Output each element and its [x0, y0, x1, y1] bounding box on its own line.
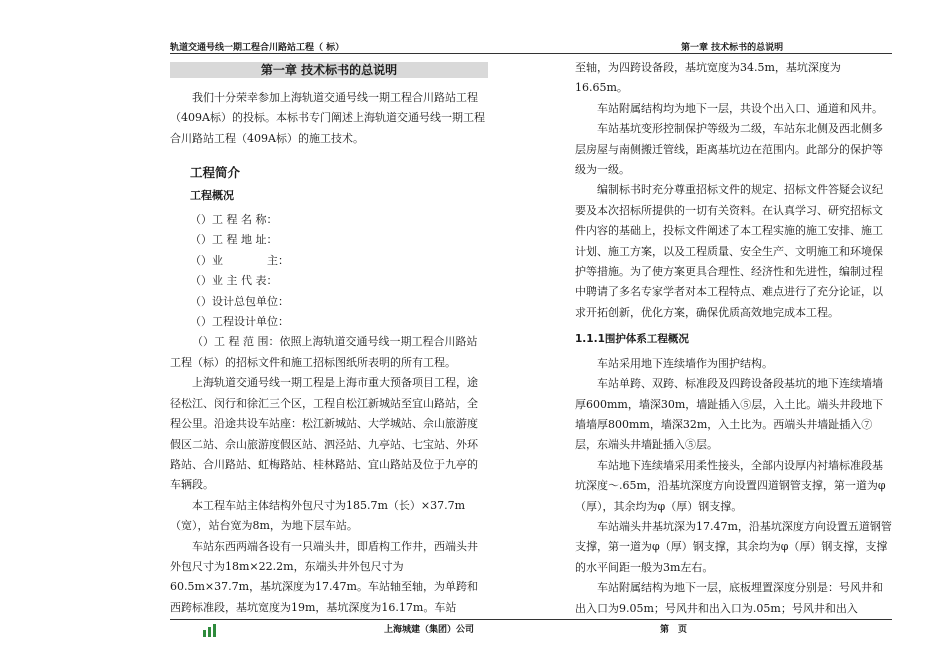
protection-level-paragraph: 车站基坑变形控制保护等级为二级，车站东北侧及西北侧多层房屋与南侧搬迁管线，距离基坑边在范围内。此部分的保护等级为一级。	[575, 122, 883, 177]
section-heading: 1.1.1围护体系工程概况	[575, 333, 689, 346]
item-owner: （）业 主：	[190, 253, 289, 267]
auxiliary-depth-paragraph: 车站附属结构为地下一层，底板埋置深度分别是：号风井和出入口为9.05m；号风井和出入口为.05m；号风井和出入	[575, 581, 883, 615]
item-project-scope: （）工 程 范 围：依照上海轨道交通号线一期工程合川路站工程（标）的招标文件和施工招标图纸所表明的所有工程。	[170, 335, 478, 369]
item-project-name: （）工 程 名 称：	[190, 213, 278, 227]
diaphragm-wall-paragraph: 车站采用地下连续墙作为围护结构。	[597, 356, 773, 370]
item-owner-representative: （）业 主 代 表：	[190, 274, 278, 288]
chapter-title: 第一章 技术标书的总说明	[170, 62, 488, 78]
footer-company: 上海城建（集团）公司	[384, 625, 475, 635]
right-column	[575, 58, 893, 619]
left-column	[170, 60, 488, 618]
item-project-address: （）工 程 地 址：	[190, 233, 278, 247]
footer-page-number: 第 页	[660, 625, 688, 635]
header-left-title: 轨道交通号线一期工程合川路站工程（ 标）	[170, 43, 345, 53]
item-design-general-contractor: （）设计总包单位：	[190, 294, 289, 308]
footer-rule	[170, 619, 892, 620]
station-structure-paragraph: 本工程车站主体结构外包尺寸为185.7m（长）×37.7m（宽），站台宽为8m，为地下层车站。	[170, 498, 466, 533]
compilation-paragraph: 编制标书时充分尊重招标文件的规定、招标文件答疑会议纪要及本次招标所提供的一切有关资料。在认真学习、研究招标文件内容的基础上，投标文件阐述了本工程实施的施工安排、施工计划、施工方案，以及工程质量、安全生产、文明施工和环境保护等措施。为了使方案更具合理性、经济性和先进性，编制过程中聘请了多名专家学者对本工程特点、难点进行了充分论证，以求开拓创新，优化方案，确保优质高效地完成本工程。	[575, 183, 883, 319]
header-rule	[170, 53, 892, 54]
end-shaft-paragraph: 车站东西两端各设有一只端头井，即盾构工作井，西端头井外包尺寸为18m×22.2m，东端头井外包尺寸为60.5m×37.7m，基坑深度为17.47m。车站轴至轴，为单跨和西跨标准段，基坑宽度为19m，基坑深度为16.17m。车站	[170, 539, 478, 614]
flexible-joint-paragraph: 车站地下连续墙采用柔性接头，全部内设厚内衬墙标准段基坑深度～.65m，沿基坑深度方向设置四道钢管支撑，第一道为φ（厚），其余均为φ（厚）钢支撑。	[575, 458, 886, 513]
diaphragm-wall-detail-paragraph: 车站单跨、双跨、标准段及四跨设备段基坑的地下连续墙墙厚600mm，墙深30m，墙趾插入⑤层，入土比。端头井段地下墙墙厚800mm，墙深32m，入土比为。西端头井墙趾插入⑦层，东端头井墙趾插入⑤层。	[575, 377, 884, 452]
auxiliary-structure-paragraph: 车站附属结构均为地下一层，共设个出入口、通道和风井。	[597, 101, 883, 115]
end-pit-paragraph: 车站端头井基坑深为17.47m，沿基坑深度方向设置五道钢管支撑，第一道为φ（厚）钢支撑，其余均为φ（厚）钢支撑，支撑的水平间距一般为3m左右。	[575, 519, 892, 574]
header-right-title: 第一章 技术标书的总说明	[681, 43, 784, 53]
project-intro-heading: 工程简介	[190, 165, 241, 181]
continued-paragraph: 至轴，为四跨设备段，基坑宽度为34.5m，基坑深度为16.65m。	[575, 61, 841, 95]
intro-paragraph: 我们十分荣幸参加上海轨道交通号线一期工程合川路站工程（409A标）的投标。本标书专门阐述上海轨道交通号线一期工程合川路站工程（409A标）的施工技术。	[170, 91, 485, 145]
line-description-paragraph: 上海轨道交通号线一期工程是上海市重大预备项目工程，途径松江、闵行和徐汇三个区，工程自松江新城站至宜山路站，全程公里。沿途共设车站座：松江新城站、大学城站、佘山旅游度假区二站、佘山旅游度假区站、泗泾站、九亭站、七宝站、外环路站、合川路站、虹梅路站、桂林路站、宜山路站及位于九亭的车辆段。	[170, 376, 478, 492]
project-overview-heading: 工程概况	[190, 188, 234, 202]
item-design-unit: （）工程设计单位：	[190, 315, 289, 329]
company-logo-icon	[203, 624, 219, 637]
